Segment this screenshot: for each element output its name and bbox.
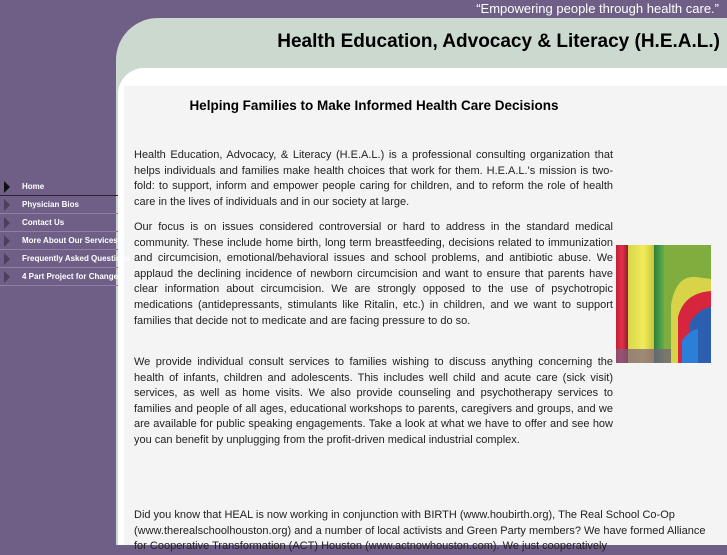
intro-paragraph: Health Education, Advocacy, & Literacy (H.E.A.L.) is a professional consulting organization that helps individuals and families make health choices that work for them. H.E.A.L.'s mission is two-fold: to support, inform and empower people caring for children, and to reform the role of health care in the lives of individuals and in our society at large. <box>134 149 613 208</box>
sidebar-nav <box>0 178 131 286</box>
triangle-right-icon <box>4 217 10 229</box>
nav-item-label: Frequently Asked Questions <box>22 254 131 263</box>
triangle-right-icon <box>4 199 10 211</box>
triangle-right-icon <box>4 271 10 283</box>
site-tagline: “Empowering people through health care.” <box>476 1 719 16</box>
triangle-right-icon <box>4 181 10 193</box>
abstract-painting-image <box>616 245 711 363</box>
page-heading: Helping Families to Make Informed Health Care Decisions <box>189 98 559 113</box>
nav-item-label: 4 Part Project for Change <box>22 272 119 281</box>
nav-item-physician-bios[interactable] <box>0 196 118 214</box>
triangle-right-icon <box>4 253 10 265</box>
site-title: Health Education, Advocacy & Literacy (H.E.A.L.) <box>277 31 720 52</box>
focus-paragraph: Our focus is on issues considered controversial or hard to address in the standard medical community. These include home birth, long term breastfeeding, decisions related to immunization and circumcision, emotional/behavioral issues and school problems, and antibiotic abuse. We applaud the declining incidence of newborn circumcision and want to ensure that parents have clear information about circumcision. We are strongly opposed to the use of psychotropic medications (antidepressants, stimulants like Ritalin, etc.) in children, and we want to support families that decide not to medicate and are facing pressure to do so. <box>134 221 613 327</box>
partnership-paragraph: Did you know that HEAL is now working in conjunction with BIRTH (www.houbirth.org), The Real School Co-Op (www.therealschoolhouston.org) and a number of local activists and Green Party members? We have formed Alliance for Cooperative Transformation (ACT) Houston (www.actnowhouston.com). We just cooperatively <box>134 509 706 553</box>
triangle-right-icon <box>4 235 10 247</box>
nav-item-label: More About Our Services <box>22 236 118 245</box>
nav-item-4-part-project[interactable] <box>0 268 118 286</box>
nav-item-label: Contact Us <box>22 218 65 227</box>
nav-item-home[interactable] <box>0 178 118 196</box>
nav-item-label: Physician Bios <box>22 200 79 209</box>
nav-item-faq[interactable] <box>0 250 131 268</box>
painting-graphic <box>616 245 711 363</box>
nav-item-label: Home <box>22 182 45 191</box>
services-paragraph: We provide individual consult services to families wishing to discuss anything concerning the health of infants, children and adolescents. This includes well child and acute care (sick visit) services, as well as home visits. We also provide counseling and psychotherapy services to families and people of all ages, educational workshops to parents, caregivers and groups, and we are available for public speaking engagements. Take a look at what we have to offer and see how you can benefit by unplugging from the profit-driven medical industrial complex. <box>134 356 613 446</box>
nav-item-contact-us[interactable] <box>0 214 118 232</box>
nav-item-more-about-services[interactable] <box>0 232 118 250</box>
